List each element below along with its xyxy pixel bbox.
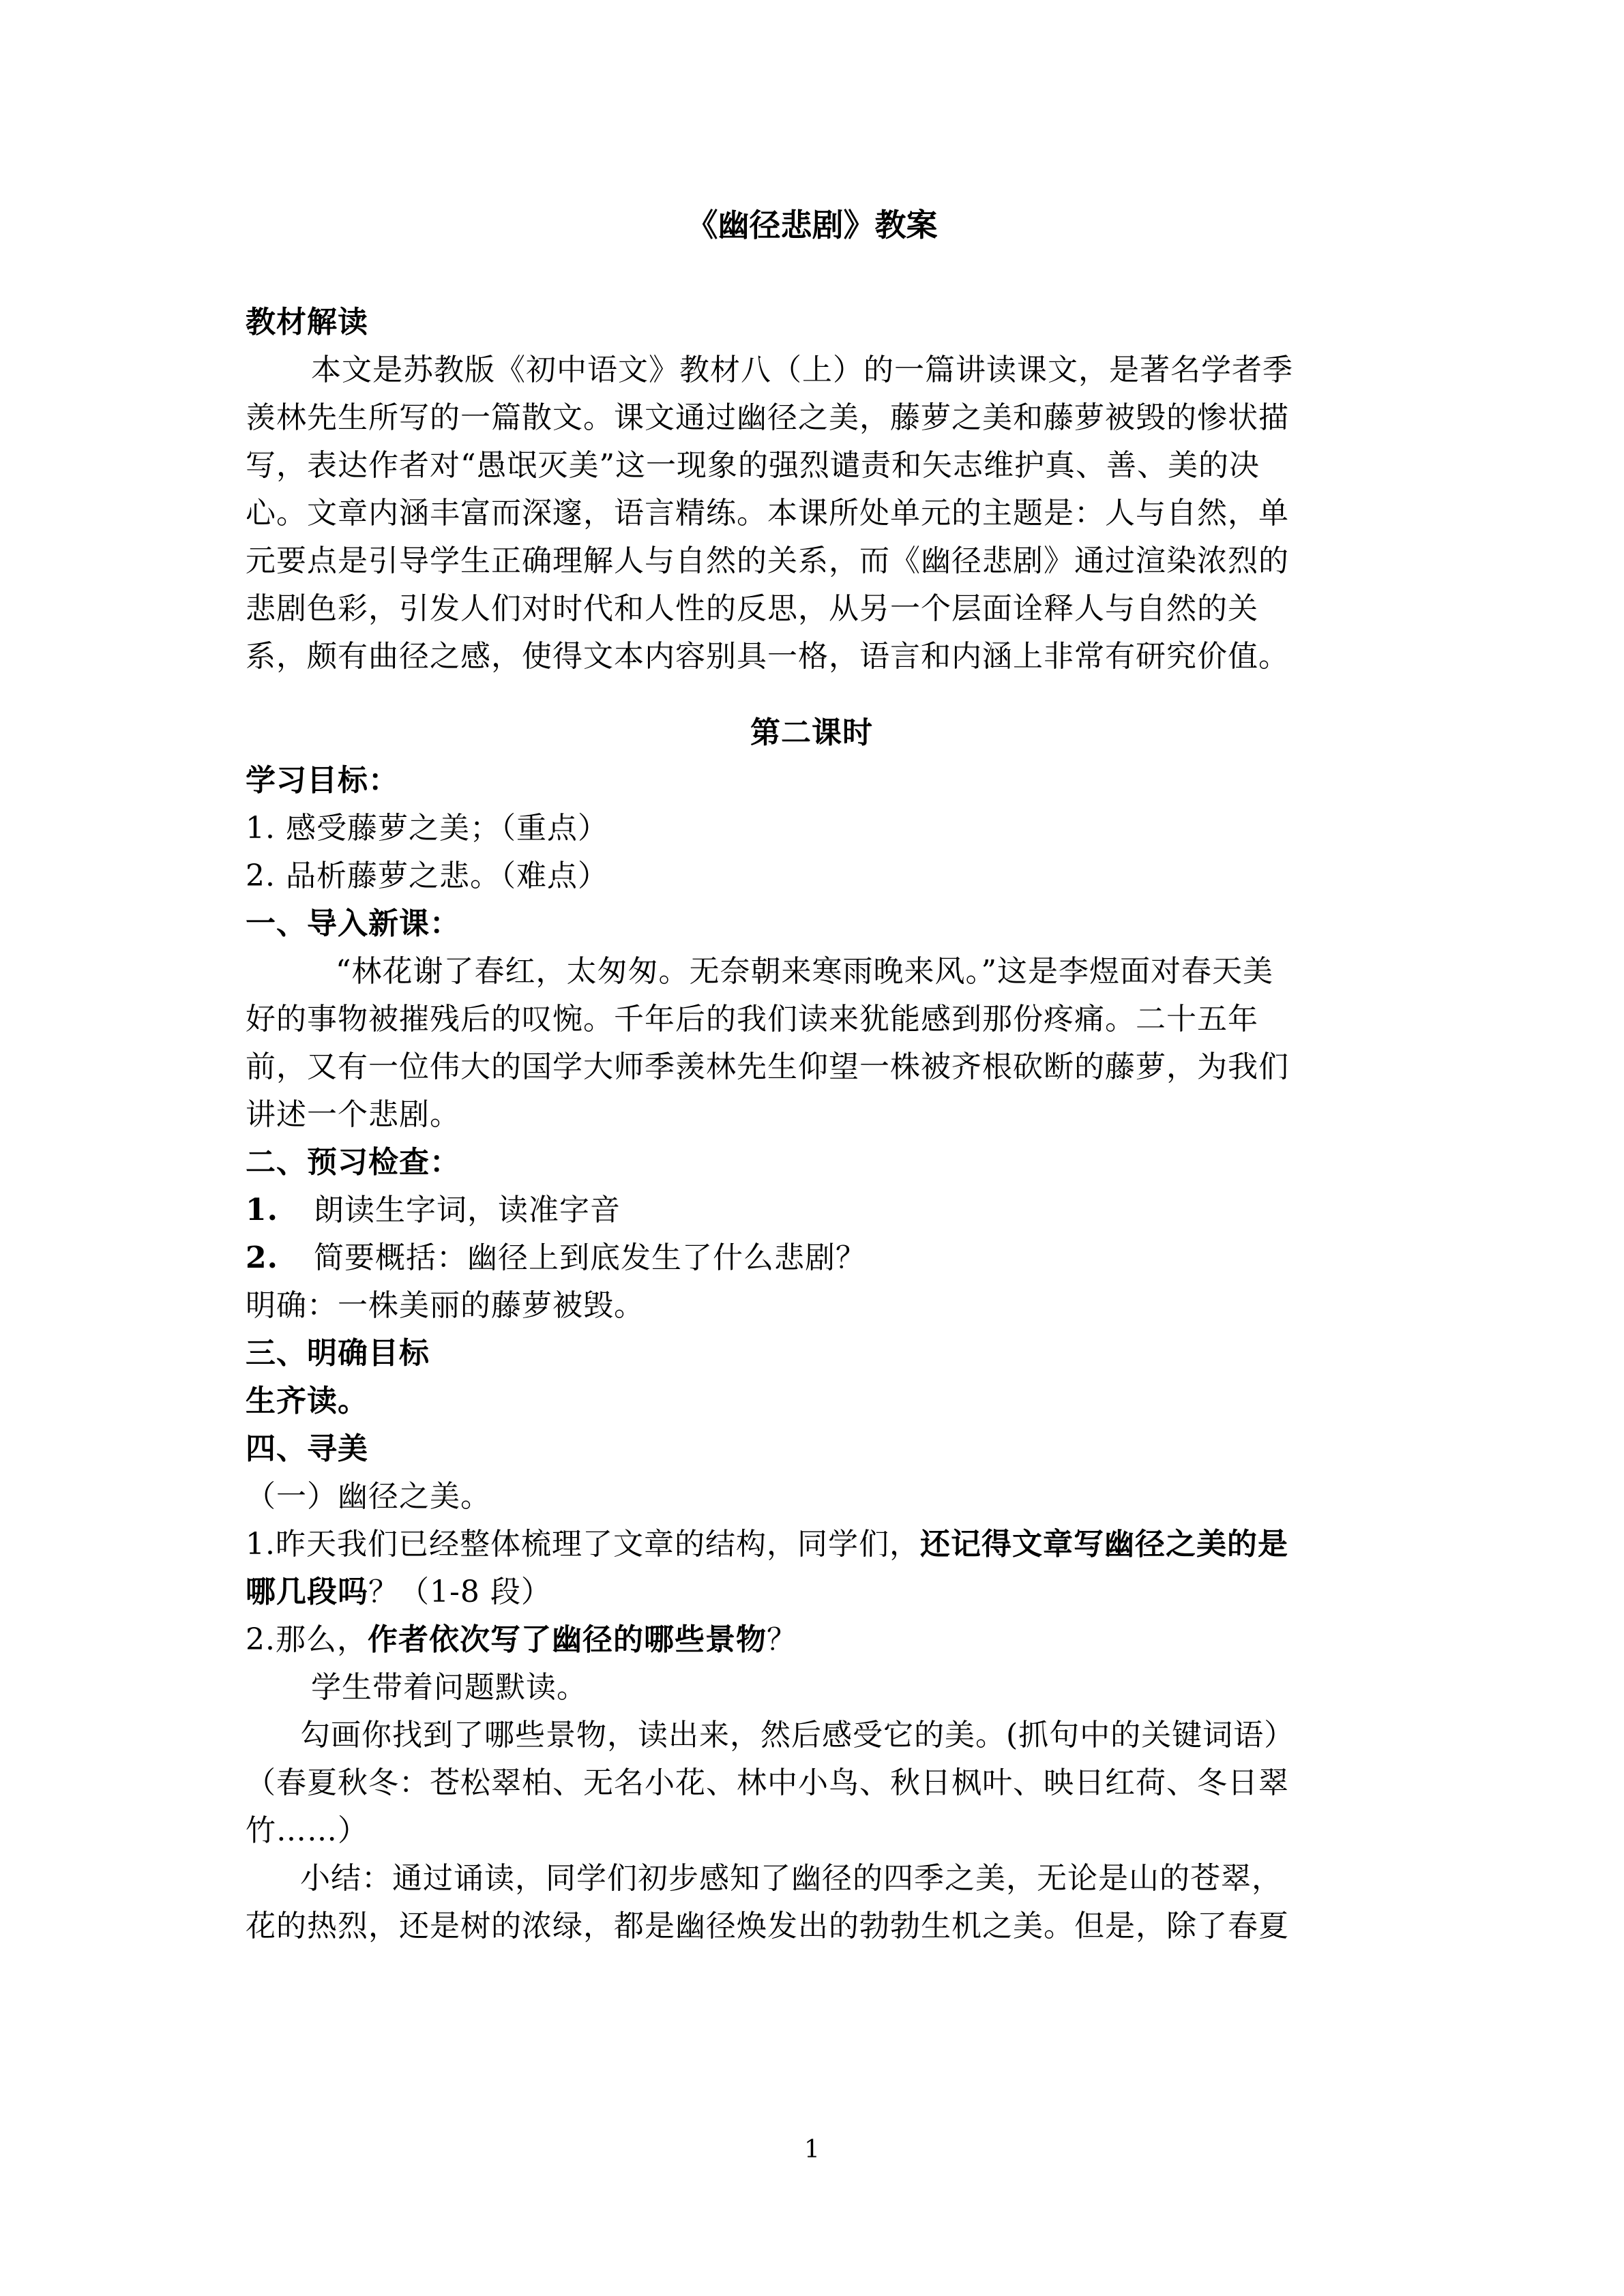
preview-answer: 明确：一株美丽的藤萝被毁。 (246, 1288, 645, 1323)
paragraph-line: 勾画你找到了哪些景物，读出来，然后感受它的美。(抓句中的关键词语） (300, 1718, 1295, 1753)
seek-subheading: （一）幽径之美。 (246, 1479, 491, 1514)
question-emphasis: 哪几段吗 (246, 1575, 368, 1609)
paragraph-line: 元要点是引导学生正确理解人与自然的关系，而《幽径悲剧》通过渲染浓烈的 (246, 543, 1289, 578)
paragraph-line: 羡林先生所写的一篇散文。课文通过幽径之美，藤萝之美和藤萝被毁的惨状描 (246, 400, 1289, 435)
list-number: 2. (246, 1240, 278, 1275)
paragraph-line: 本文是苏教版《初中语文》教材八（上）的一篇讲读课文，是著名学者季 (311, 353, 1293, 387)
preview-item (246, 1187, 1378, 1234)
page-number: 1 (804, 2136, 820, 2164)
paragraph-line: “林花谢了春红，太匆匆。无奈朝来寒雨晚来风。”这是李煜面对春天美 (336, 954, 1273, 989)
question-emphasis: 作者依次写了幽径的哪些景物 (367, 1622, 767, 1657)
paragraph-line: 小结：通过诵读，同学们初步感知了幽径的四季之美，无论是山的苍翠， (300, 1861, 1282, 1896)
goal-item: 2. 品析藤萝之悲。（难点） (246, 859, 608, 893)
question-line (246, 1616, 1378, 1664)
intro-heading: 一、导入新课： (246, 906, 460, 941)
question-text: 2.那么， (246, 1622, 368, 1657)
question-text: 1.昨天我们已经整体梳理了文章的结构，同学们， (246, 1527, 920, 1562)
list-number: 1. (246, 1193, 278, 1227)
goals-heading: 学习目标： (246, 763, 399, 798)
goal-read: 生齐读。 (246, 1384, 368, 1418)
seek-heading: 四、寻美 (246, 1431, 368, 1466)
question-line (246, 1568, 1378, 1616)
paragraph-line: 好的事物被摧残后的叹惋。千年后的我们读来犹能感到那份疼痛。二十五年 (246, 1002, 1258, 1037)
paragraph-line: 花的热烈，还是树的浓绿，都是幽径焕发出的勃勃生机之美。但是，除了春夏 (246, 1909, 1289, 1943)
paragraph-line: 写，表达作者对“愚氓灭美”这一现象的强烈谴责和矢志维护真、善、美的决 (246, 448, 1260, 483)
document-title: 《幽径悲剧》教案 (686, 207, 938, 243)
paragraph-line: 心。文章内涵丰富而深邃，语言精练。本课所处单元的主题是：人与自然，单 (246, 496, 1289, 531)
question-line (246, 1521, 1378, 1568)
paragraph-line: 悲剧色彩，引发人们对时代和人性的反思，从另一个层面诠释人与自然的关 (246, 591, 1258, 626)
preview-item (246, 1234, 1378, 1282)
document-body (246, 299, 1378, 1950)
lesson-heading: 第二课时 (750, 715, 873, 750)
question-text: ？（1-8 段） (368, 1575, 552, 1609)
paragraph-line: 前，又有一位伟大的国学大师季羡林先生仰望一株被齐根砍断的藤萝，为我们 (246, 1049, 1289, 1084)
question-emphasis: 还记得文章写幽径之美的是 (919, 1527, 1288, 1562)
list-text: 朗读生字词，读准字音 (314, 1193, 621, 1227)
paragraph-line: 竹……） (246, 1813, 368, 1848)
question-text: ？ (766, 1622, 797, 1657)
goal-heading: 三、明确目标 (246, 1336, 430, 1371)
paragraph-line: 系，颇有曲径之感，使得文本内容别具一格，语言和内涵上非常有研究价值。 (246, 639, 1289, 674)
goal-item: 1. 感受藤萝之美；（重点） (246, 811, 608, 846)
paragraph-line: 讲述一个悲剧。 (246, 1097, 460, 1132)
section-heading: 教材解读 (246, 305, 368, 340)
paragraph-line: （春夏秋冬：苍松翠柏、无名小花、林中小鸟、秋日枫叶、映日红荷、冬日翠 (246, 1765, 1289, 1800)
list-text: 简要概括：幽径上到底发生了什么悲剧？ (314, 1240, 866, 1275)
preview-heading: 二、预习检查： (246, 1145, 460, 1180)
paragraph-line: 学生带着问题默读。 (311, 1670, 587, 1705)
